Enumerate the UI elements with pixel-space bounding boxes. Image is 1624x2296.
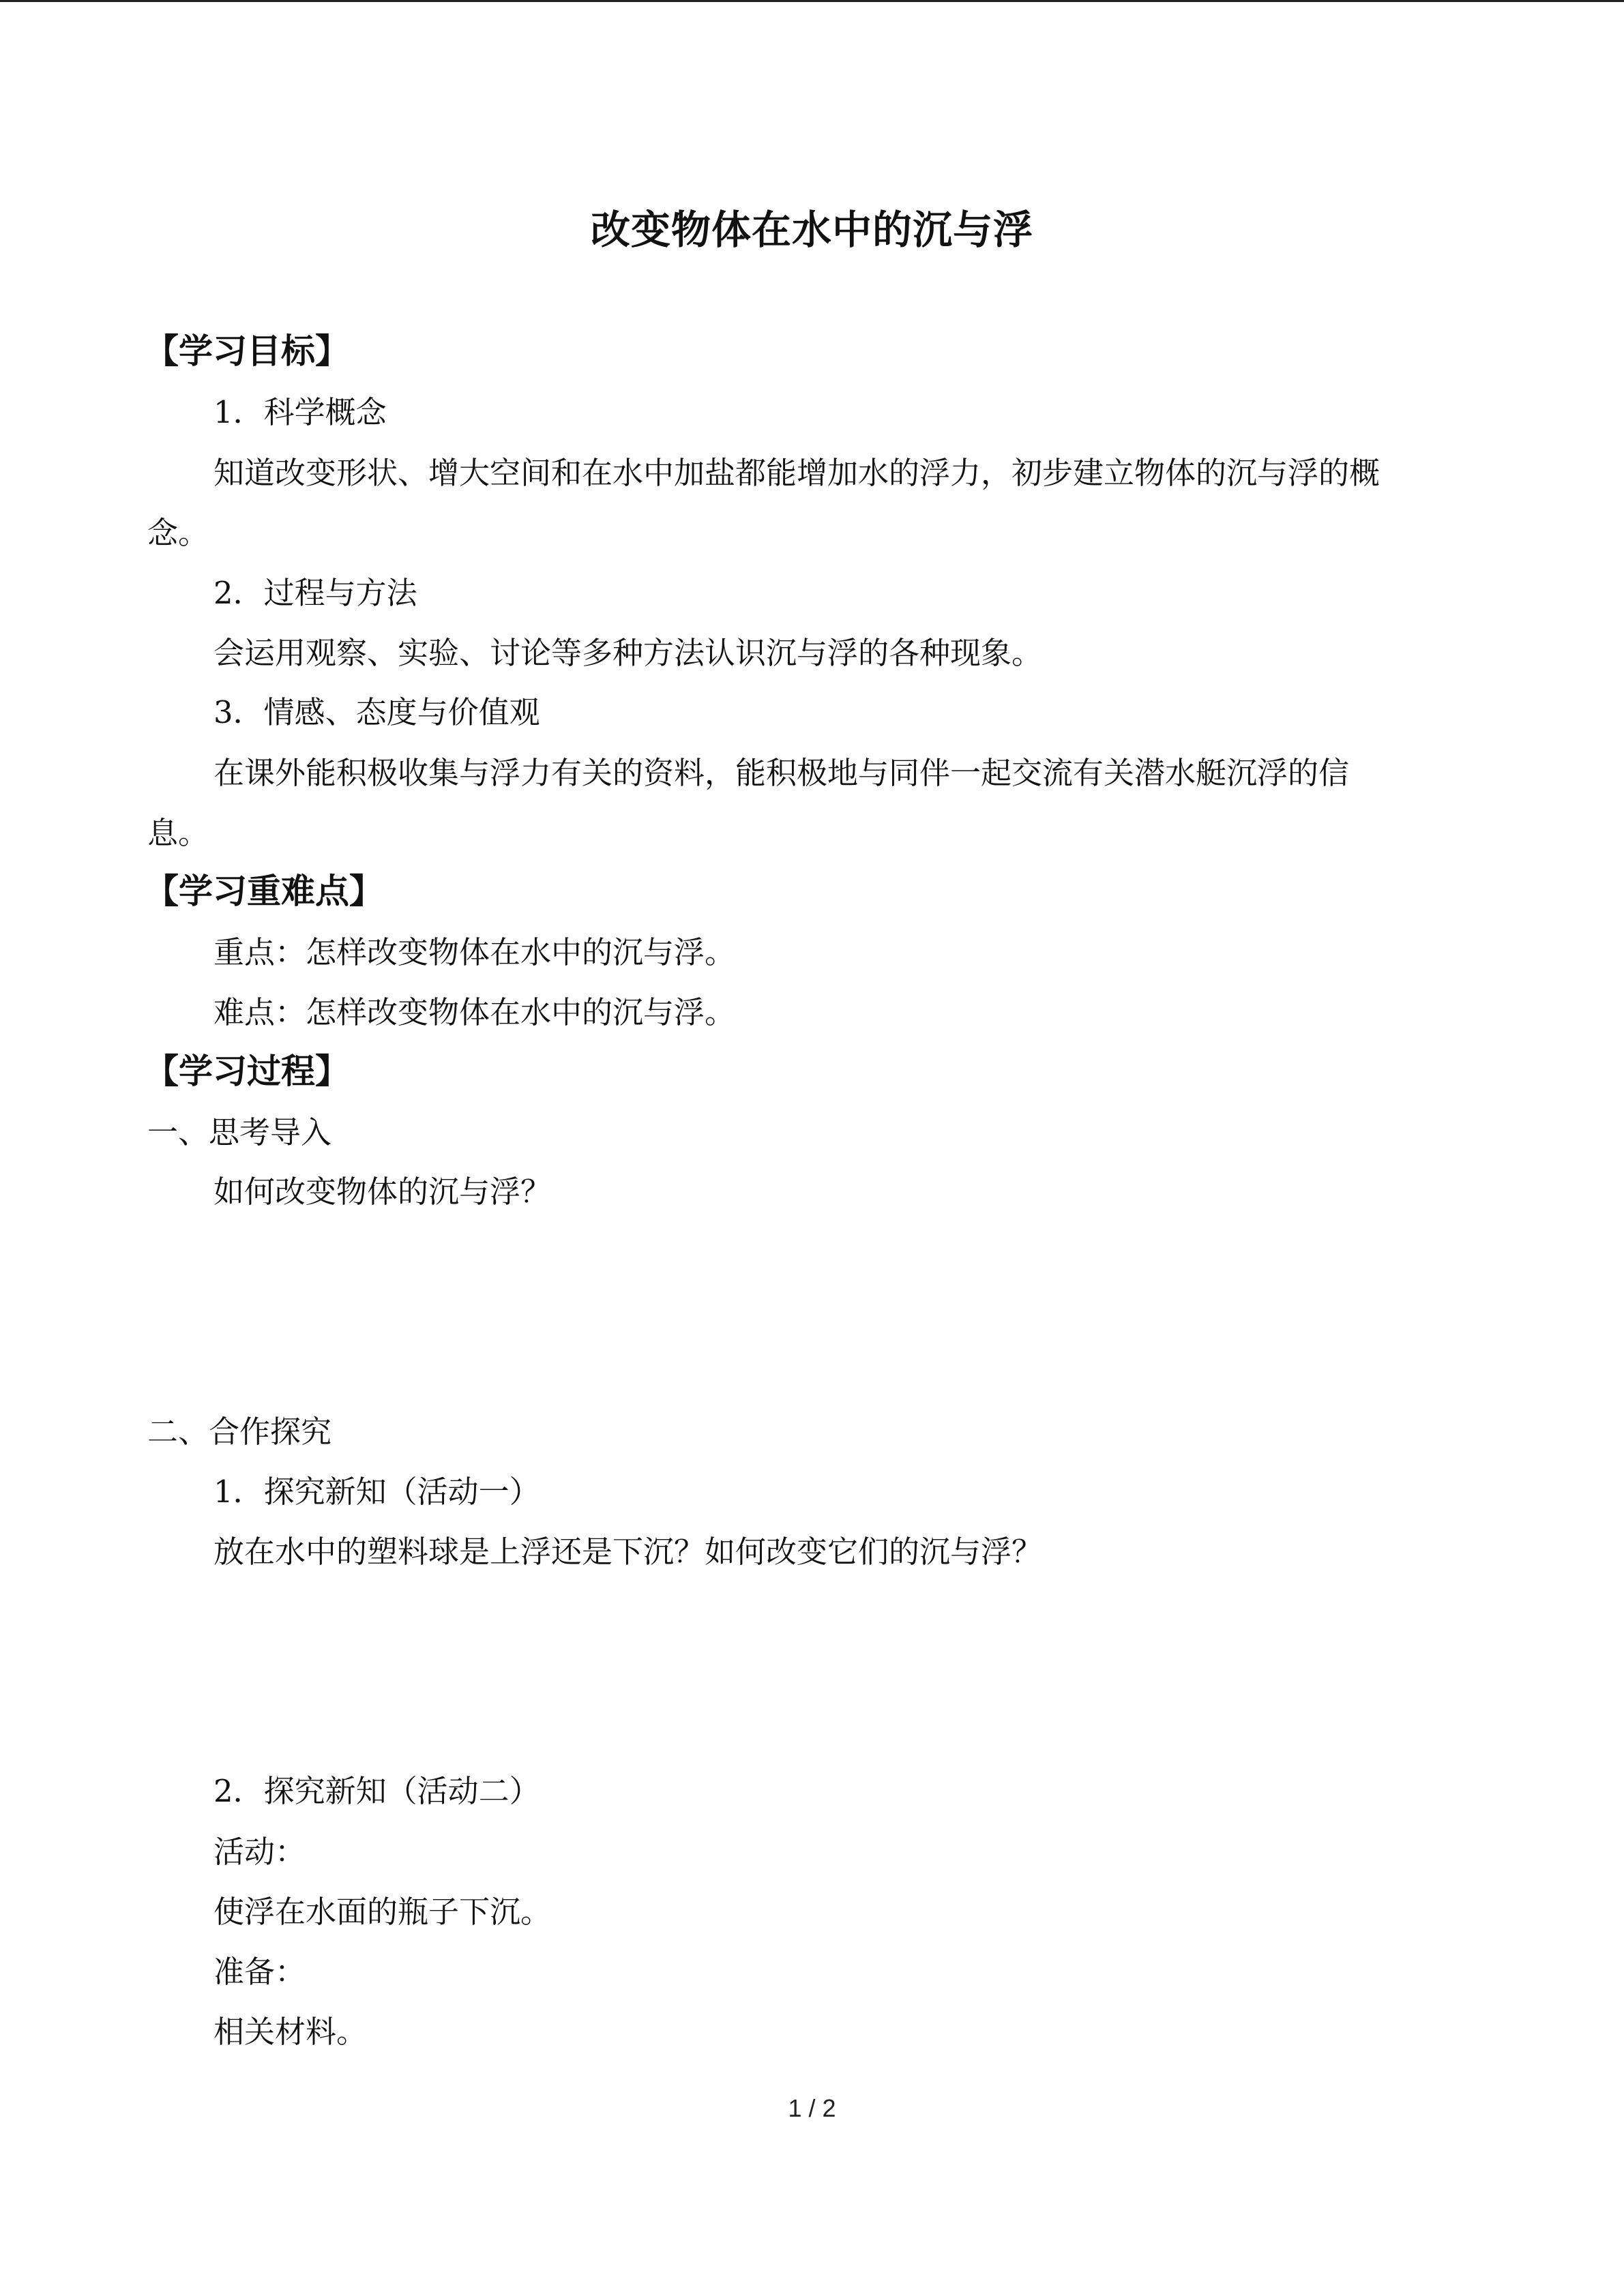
activity-2-title: 2．探究新知（活动二） [213,1773,540,1809]
goal-1-title: 1．科学概念 [213,394,387,430]
activity-1-question: 放在水中的塑料球是上浮还是下沉？如何改变它们的沉与浮？ [213,1534,1043,1570]
document-title: 改变物体在水中的沉与浮 [590,207,1033,253]
activity-1-title: 1．探究新知（活动一） [213,1474,540,1510]
heading-learning-process: 【学习过程】 [145,1051,349,1091]
preparation-label: 准备： [213,1954,306,1990]
part-2-title: 二、合作探究 [147,1414,332,1450]
page-number: 1 / 2 [788,2094,836,2122]
heading-key-points: 【学习重难点】 [145,871,383,911]
goal-3-text-continued: 息。 [147,815,209,851]
goal-1-text: 知道改变形状、增大空间和在水中加盐都能增加水的浮力，初步建立物体的沉与浮的概 [213,455,1381,491]
heading-learning-goals: 【学习目标】 [145,331,349,371]
part-1-question: 如何改变物体的沉与浮？ [213,1174,552,1210]
goal-1-text-continued: 念。 [147,515,209,551]
preparation-text: 相关材料。 [213,2014,368,2050]
key-point-text: 重点：怎样改变物体在水中的沉与浮。 [213,934,736,970]
part-1-title: 一、思考导入 [147,1114,332,1150]
activity-2-text: 使浮在水面的瓶子下沉。 [213,1894,552,1930]
goal-2-title: 2．过程与方法 [213,575,417,611]
difficult-point-text: 难点：怎样改变物体在水中的沉与浮。 [213,994,736,1030]
goal-3-text: 在课外能积极收集与浮力有关的资料，能积极地与同伴一起交流有关潜水艇沉浮的信 [213,755,1350,791]
activity-2-label: 活动： [213,1834,306,1870]
goal-2-text: 会运用观察、实验、讨论等多种方法认识沉与浮的各种现象。 [213,635,1043,671]
goal-3-title: 3．情感、态度与价值观 [213,694,540,730]
